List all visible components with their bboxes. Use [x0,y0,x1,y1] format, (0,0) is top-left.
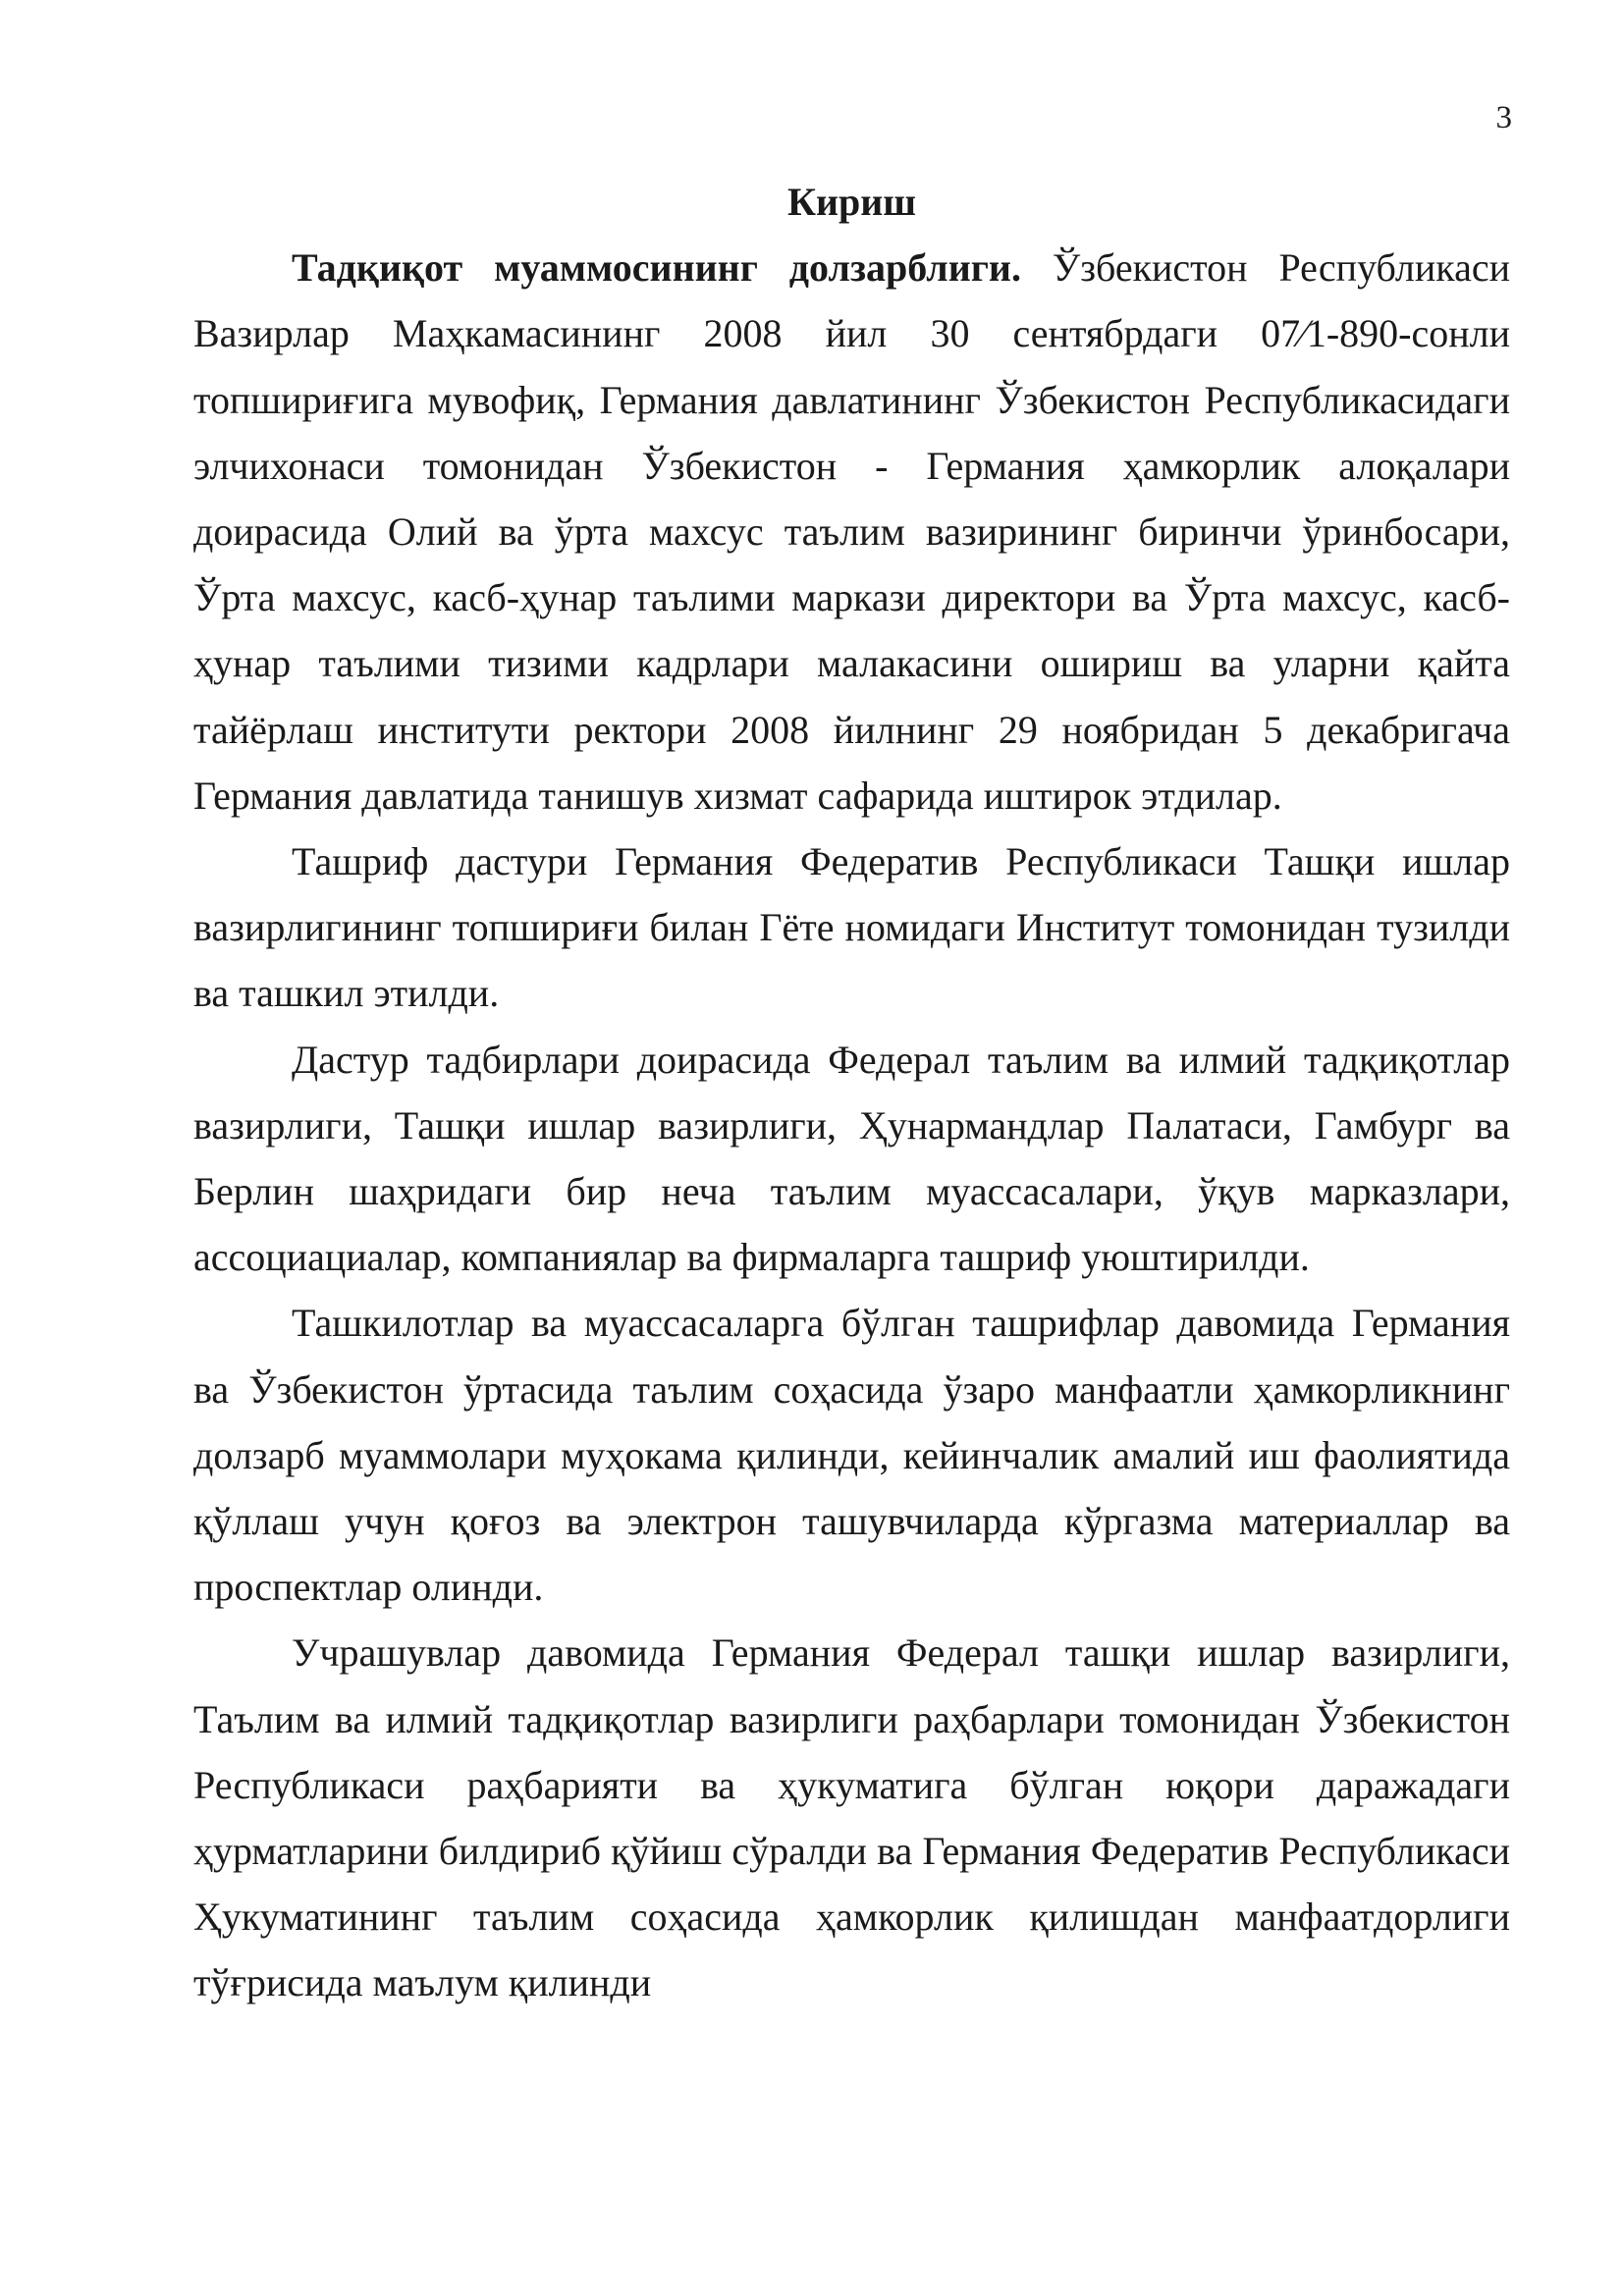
paragraph-text: Ўзбекистон Республикаси Вазирлар Маҳкамасининг 2008 йил 30 сентябрдаги 07⁄1-890-сонли топшириғига мувофиқ, Германия давлатининг Ўзбекистон Республикасидаги элчихонаси томонидан Ўзбекистон - Германия ҳамкорлик алоқалари доирасида Олий ва ўрта махсус таълим вазирининг биринчи ўринбосари, Ўрта махсус, касб-ҳунар таълими маркази директори ва Ўрта махсус, касб-ҳунар таълими тизими кадрлари малакасини ошириш ва уларни қайта тайёрлаш институти ректори 2008 йилнинг 29 ноябридан 5 декабригача Германия давлатида танишув хизмат сафарида иштирок этдилар. [193,245,1511,818]
paragraph-meetings: Учрашувлар давомида Германия Федерал ташқи ишлар вазирлиги, Таълим ва илмий тадқиқотлар вазирлиги раҳбарлари томонидан Ўзбекистон Республикаси раҳбарияти ва ҳукуматига бўлган юқори даражадаги ҳурматларини билдириб қўйиш сўралди ва Германия Федератив Республикаси Ҳукуматининг таълим соҳасида ҳамкорлик қилишдан манфаатдорлиги тўғрисида маълум қилинди [193,1630,1510,2005]
document-body [193,169,1510,2016]
paragraph-program-events: Дастур тадбирлари доирасида Федерал таълим ва илмий тадқиқотлар вазирлиги, Ташқи ишлар вазирлиги, Ҳунармандлар Палатаси, Гамбург ва Берлин шаҳридаги бир неча таълим муассасалари, ўқув марказлари, ассоциациалар, компаниялар ва фирмаларга ташриф уюштирилди. [193,1037,1510,1280]
paragraph-relevance [193,235,1510,828]
paragraph-visit-program: Ташриф дастури Германия Федератив Республикаси Ташқи ишлар вазирлигининг топшириғи билан Гёте номидаги Институт томонидан тузилди ва ташкил этилди. [193,839,1510,1016]
paragraph-organizations: Ташкилотлар ва муассасаларга бўлган ташрифлар давомида Германия ва Ўзбекистон ўртасида таълим соҳасида ўзаро манфаатли ҳамкорликнинг долзарб муаммолари муҳокама қилинди, кейинчалик амалий иш фаолиятида қўллаш учун қоғоз ва электрон ташувчиларда кўргазма материаллар ва проспектлар олинди. [193,1301,1510,1610]
paragraph-lead: Тадқиқот муаммосининг долзарблиги. [292,245,1021,291]
section-heading: Кириш [786,180,917,224]
page-number: 3 [1495,100,1512,135]
